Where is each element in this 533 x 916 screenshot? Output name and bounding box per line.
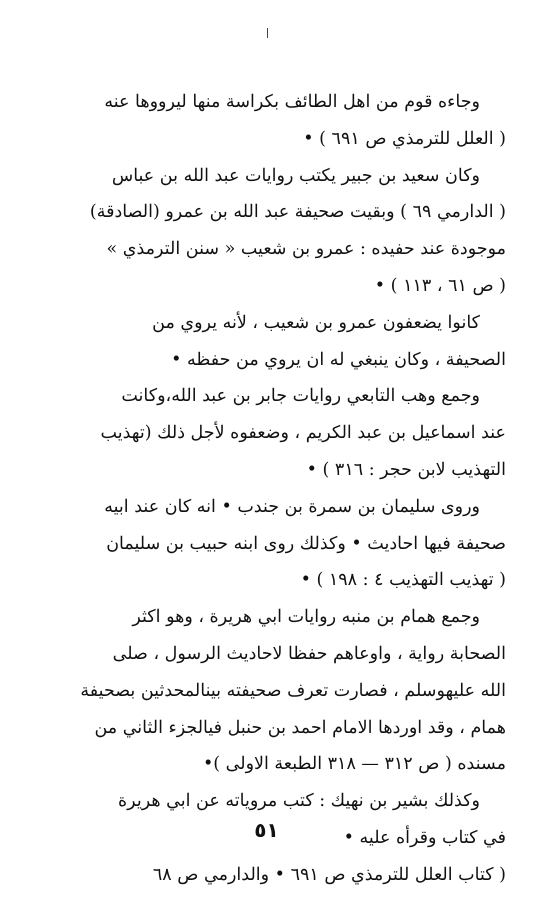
text-line: الله عليهوسلم ، فصارت تعرف صحيفته بينالمحدثين بصحيفة [80, 680, 506, 701]
page-text [26, 84, 506, 894]
text-line: ( العلل للترمذي ص ٦٩١ ) • [303, 128, 506, 149]
text-line: وجاءه قوم من اهل الطائف بكراسة منها ليرووها عنه [104, 92, 480, 112]
text-line: الصحيفة ، وكان ينبغي له ان يروي من حفظه • [171, 349, 506, 370]
text-line: وروى سليمان بن سمرة بن جندب • انه كان عند ابيه [104, 496, 480, 517]
text-line: وكذلك بشير بن نهيك : كتب مروياته عن ابي هريرة [118, 791, 480, 812]
text-line: وجمع وهب التابعي روايات جابر بن عبد الله،وكانت [121, 386, 480, 407]
text-line: ( الدارمي ٦٩ ) وبقيت صحيفة عبد الله بن عمرو (الصادقة) [89, 202, 506, 223]
page-number: ٥١ [254, 818, 279, 842]
text-line: موجودة عند حفيده : عمرو بن شعيب « سنن الترمذي » [106, 239, 506, 260]
text-line: همام ، وقد اوردها الامام احمد بن حنبل فيالجزء الثاني من [94, 717, 506, 738]
text-line: ( تهذيب التهذيب ٤ : ١٩٨ ) • [300, 570, 506, 591]
text-line: مسنده ( ص ٣١٢ — ٣١٨ الطبعة الاولى )• [202, 754, 506, 775]
text-line: عند اسماعيل بن عبد الكريم ، وضعفوه لأجل ذلك (تهذيب [100, 423, 506, 444]
text-line: التهذيب لابن حجر : ٣١٦ ) • [306, 459, 506, 480]
text-line: كانوا يضعفون عمرو بن شعيب ، لأنه يروي من [152, 312, 480, 333]
top-mark [267, 28, 268, 38]
text-line: وكان سعيد بن جبير يكتب روايات عبد الله بن عباس [111, 165, 480, 186]
text-line: ( ص ٦١ ، ١١٣ ) • [374, 275, 506, 296]
text-line: في كتاب وقرأه عليه • [343, 827, 506, 848]
text-line: صحيفة فيها احاديث • وكذلك روى ابنه حبيب بن سليمان [106, 533, 506, 554]
text-line: وجمع همام بن منبه روايات ابي هريرة ، وهو اكثر [132, 607, 480, 628]
text-line: ( كتاب العلل للترمذي ص ٦٩١ • والدارمي ص ٦٨ [152, 864, 506, 885]
text-line: الصحابة رواية ، واوعاهم حفظا لاحاديث الرسول ، صلى [112, 643, 506, 664]
